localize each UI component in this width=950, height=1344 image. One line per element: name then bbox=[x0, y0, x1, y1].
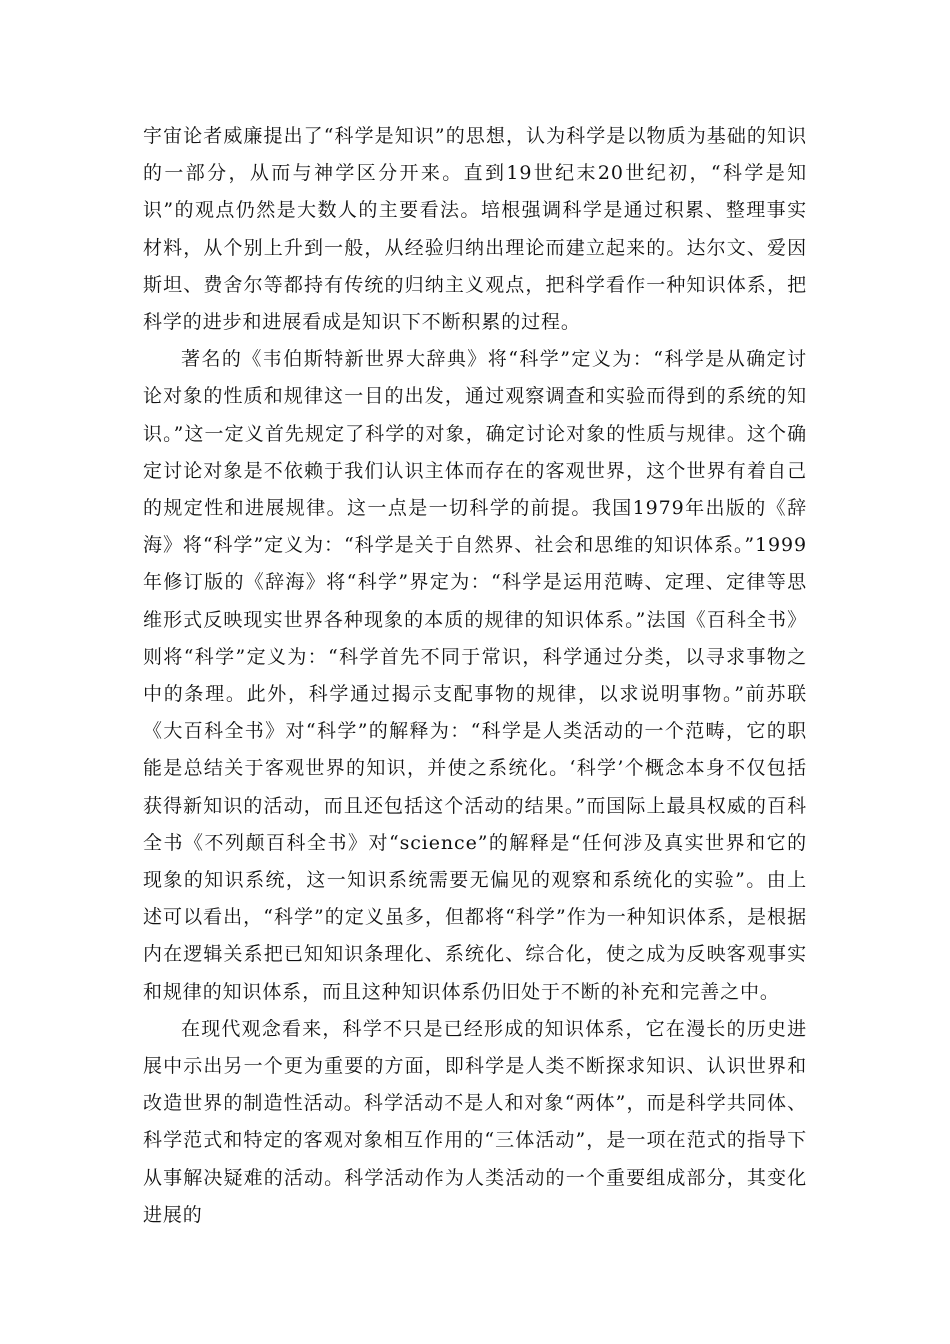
paragraph-2: 著名的《韦伯斯特新世界大辞典》将“科学”定义为：“科学是从确定讨论对象的性质和规律这一目的出发，通过观察调查和实验而得到的系统的知识。”这一定义首先规定了科学的对象，确定讨论对象的性质与规律。这个确定讨论对象是不依赖于我们认识主体而存在的客观世界，这个世界有着自己的规定性和进展规律。这一点是一切科学的前提。我国1979年出版的《辞海》将“科学”定义为：“科学是关于自然界、社会和思维的知识体系。”1999年修订版的《辞海》将“科学”界定为：“科学是运用范畴、定理、定律等思维形式反映现实世界各种现象的本质的规律的知识体系。”法国《百科全书》则将“科学”定义为：“科学首先不同于常识，科学通过分类，以寻求事物之中的条理。此外，科学通过揭示支配事物的规律，以求说明事物。”前苏联《大百科全书》对“科学”的解释为：“科学是人类活动的一个范畴，它的职能是总结关于客观世界的知识，并使之系统化。‘科学’个概念本身不仅包括获得新知识的活动，而且还包括这个活动的结果。”而国际上最具权威的百科全书《不列颠百科全书》对“science”的解释是“任何涉及真实世界和它的现象的知识系统，这一知识系统需要无偏见的观察和系统化的实验”。由上述可以看出，“科学”的定义虽多，但都将“科学”作为一种知识体系，是根据内在逻辑关系把已知知识条理化、系统化、综合化，使之成为反映客观事实和规律的知识体系，而且这种知识体系仍旧处于不断的补充和完善之中。 bbox=[143, 348, 807, 1003]
paragraph-3: 在现代观念看来，科学不只是已经形成的知识体系，它在漫长的历史进展中示出另一个更为重要的方面，即科学是人类不断探求知识、认识世界和改造世界的制造性活动。科学活动不是人和对象“两体”，而是科学共同体、科学范式和特定的客观对象相互作用的“三体活动”，是一项在范式的指导下从事解决疑难的活动。科学活动作为人类活动的一个重要组成部分，其变化进展的 bbox=[143, 1017, 807, 1226]
paragraph-1: 宇宙论者威廉提出了“科学是知识”的思想，认为科学是以物质为基础的知识的一部分，从而与神学区分开来。直到19世纪末20世纪初，“科学是知识”的观点仍然是大数人的主要看法。培根强调科学是通过积累、整理事实材料，从个别上升到一般，从经验归纳出理论而建立起来的。达尔文、爱因斯坦、费舍尔等都持有传统的归纳主义观点，把科学看作一种知识体系，把科学的进步和进展看成是知识下不断积累的过程。 bbox=[143, 125, 807, 334]
document-page bbox=[143, 118, 807, 1234]
